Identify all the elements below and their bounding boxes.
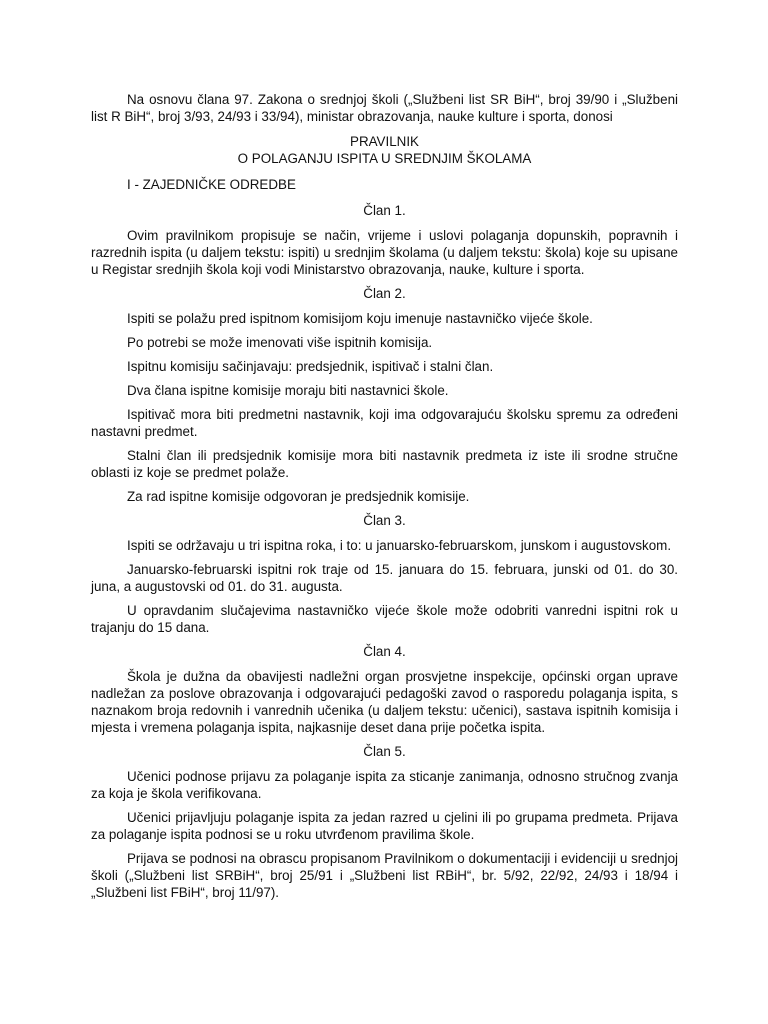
article-paragraph: Ispiti se održavaju u tri ispitna roka, i to: u januarsko-februarskom, junskom i augustovskom. <box>127 538 672 553</box>
section-heading: I - ZAJEDNIČKE ODREDBE <box>127 177 296 192</box>
article-heading: Član 5. <box>363 744 406 759</box>
article-paragraph: Po potrebi se može imenovati više ispitnih komisija. <box>127 335 433 350</box>
article-paragraph: Stalni član ili predsjednik komisije mora biti nastavnik predmeta iz iste ili srodne stručne oblasti iz koje se predmet polaže. <box>91 448 678 480</box>
article-heading: Član 4. <box>363 644 406 659</box>
document-body <box>91 91 678 908</box>
article-paragraph: U opravdanim slučajevima nastavničko vijeće škole može odobriti vanredni ispitni rok u trajanju do 15 dana. <box>91 603 678 635</box>
article-paragraph: Prijava se podnosi na obrascu propisanom Pravilnikom o dokumentaciji i evidenciji u srednjoj školi („Službeni list SRBiH“, broj 25/91 i „Službeni list RBiH“, br. 5/92, 22/92, 24/93 i 18/94 i „Službeni list FBiH“, broj 11/97). <box>91 851 678 900</box>
article-heading: Član 2. <box>363 286 406 301</box>
article-paragraph: Ovim pravilnikom propisuje se način, vrijeme i uslovi polaganja dopunskih, popravnih i razrednih ispita (u daljem tekstu: ispiti) u srednjim školama (u daljem tekstu: škola) koje su upisane u Registar srednjih škola koji vodi Ministarstvo obrazovanja, nauke, kulture i sporta. <box>91 228 678 277</box>
document-title: PRAVILNIK <box>350 134 419 149</box>
article-paragraph: Dva člana ispitne komisije moraju biti nastavnici škole. <box>127 383 449 398</box>
article-paragraph: Ispitnu komisiju sačinjavaju: predsjednik, ispitivač i stalni član. <box>127 359 494 374</box>
article-heading: Član 3. <box>363 513 406 528</box>
article-paragraph: Škola je dužna da obavijesti nadležni organ prosvjetne inspekcije, općinski organ uprave nadležan za poslove obrazovanja i odgovarajući pedagoški zavod o rasporedu polaganja ispita, s naznakom broja redovnih i vanrednih učenika (u daljem tekstu: učenici), sastava ispitnih komisija i mjesta i vremena polaganja ispita, najkasnije deset dana prije početka ispita. <box>91 669 678 735</box>
preamble-paragraph: Na osnovu člana 97. Zakona o srednjoj školi („Službeni list SR BiH“, broj 39/90 i „Službeni list R BiH“, broj 3/93, 24/93 i 33/94), ministar obrazovanja, nauke kulture i sporta, donosi <box>91 92 678 124</box>
document-subtitle: O POLAGANJU ISPITA U SREDNJIM ŠKOLAMA <box>237 151 532 166</box>
article-paragraph: Januarsko-februarski ispitni rok traje od 15. januara do 15. februara, junski od 01. do 30. juna, a augustovski od 01. do 31. augusta. <box>91 562 678 594</box>
article-paragraph: Učenici prijavljuju polaganje ispita za jedan razred u cjelini ili po grupama predmeta. Prijava za polaganje ispita podnosi se u roku utvrđenom pravilima škole. <box>91 810 678 842</box>
article-heading: Član 1. <box>363 203 406 218</box>
article-paragraph: Za rad ispitne komisije odgovoran je predsjednik komisije. <box>127 489 470 504</box>
article-paragraph: Ispitivač mora biti predmetni nastavnik, koji ima odgovarajuću školsku spremu za određeni nastavni predmet. <box>91 407 678 439</box>
article-paragraph: Učenici podnose prijavu za polaganje ispita za sticanje zanimanja, odnosno stručnog zvanja za koja je škola verifikovana. <box>91 769 678 801</box>
article-paragraph: Ispiti se polažu pred ispitnom komisijom koju imenuje nastavničko vijeće škole. <box>127 311 593 326</box>
